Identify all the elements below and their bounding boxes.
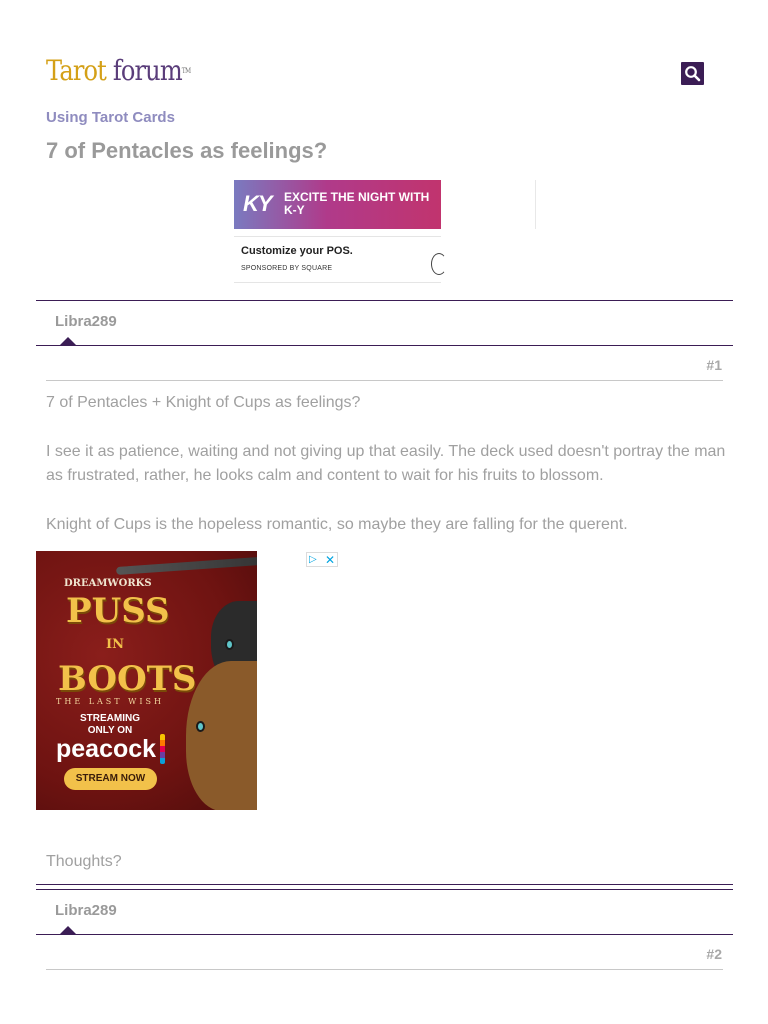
- ad-choices-button[interactable]: [306, 552, 338, 567]
- stream-now-button[interactable]: STREAM NOW: [64, 768, 157, 790]
- ad-dog-graphic: [186, 661, 257, 810]
- peacock-dots-icon: [160, 734, 165, 764]
- post-paragraph: Knight of Cups is the hopeless romantic, so maybe they are falling for the querent.: [46, 516, 628, 533]
- ad-close-icon[interactable]: ✕: [325, 553, 336, 567]
- post-divider: [46, 969, 723, 970]
- post-author[interactable]: Libra289: [55, 313, 117, 330]
- post-divider: [46, 380, 723, 381]
- sponsored-ad-source: SPONSORED BY SQUARE: [241, 265, 333, 272]
- peacock-logo: peacock: [56, 735, 157, 763]
- ky-ad-headline: EXCITE THE NIGHT WITH K-Y: [284, 190, 430, 217]
- search-button[interactable]: [681, 62, 704, 85]
- ad-info-icon[interactable]: ▷: [309, 554, 317, 565]
- breadcrumb[interactable]: Using Tarot Cards: [46, 109, 175, 126]
- post-header-bottom-rule: [36, 934, 733, 935]
- logo-trademark: TM: [181, 67, 191, 75]
- post-author[interactable]: Libra289: [55, 902, 117, 919]
- logo-word-tarot: Tarot: [46, 54, 106, 87]
- post-paragraph: 7 of Pentacles + Knight of Cups as feelings?: [46, 394, 361, 411]
- ad-divider: [535, 180, 536, 229]
- ad-title-top: PUSS: [66, 591, 170, 631]
- post-paragraph: Thoughts?: [46, 853, 122, 870]
- post-number[interactable]: #2: [706, 946, 722, 962]
- ad-title-bottom: BOOTS: [58, 659, 197, 699]
- logo-word-forum: forum: [112, 54, 182, 87]
- author-pointer-icon: [60, 926, 76, 934]
- post-header-bottom-rule: [36, 345, 733, 346]
- sponsored-ad-title: Customize your POS.: [241, 245, 353, 257]
- ad-cat-eye: [225, 639, 234, 650]
- ad-studio-logo: DREAMWORKS: [64, 578, 152, 589]
- puss-in-boots-ad[interactable]: [36, 551, 257, 810]
- post-footer-rule: [36, 884, 733, 885]
- ad-dog-eye: [196, 721, 205, 732]
- post-paragraph: I see it as patience, waiting and not giving up that easily. The deck used doesn't portray the man as frustrated, rather, he looks calm and content to wait for his fruits to blossom.: [46, 443, 726, 484]
- ky-brand-logo: KY: [243, 191, 272, 216]
- author-pointer-icon: [60, 337, 76, 345]
- ad-sword-graphic: [116, 551, 257, 575]
- page-title: 7 of Pentacles as feelings?: [46, 138, 328, 163]
- ad-streaming-text: STREAMING ONLY ON: [80, 713, 140, 736]
- sponsored-ad[interactable]: [234, 236, 441, 283]
- post-header-top-rule: [36, 300, 733, 301]
- site-logo[interactable]: [46, 54, 190, 88]
- ad-subtitle: THE LAST WISH: [56, 697, 164, 706]
- post-number[interactable]: #1: [706, 357, 722, 373]
- ad-title-mid: IN: [106, 637, 124, 652]
- ky-ad-banner[interactable]: [234, 180, 441, 229]
- loading-spinner-icon: [431, 253, 447, 275]
- post-header-top-rule: [36, 889, 733, 890]
- search-icon: [684, 65, 701, 82]
